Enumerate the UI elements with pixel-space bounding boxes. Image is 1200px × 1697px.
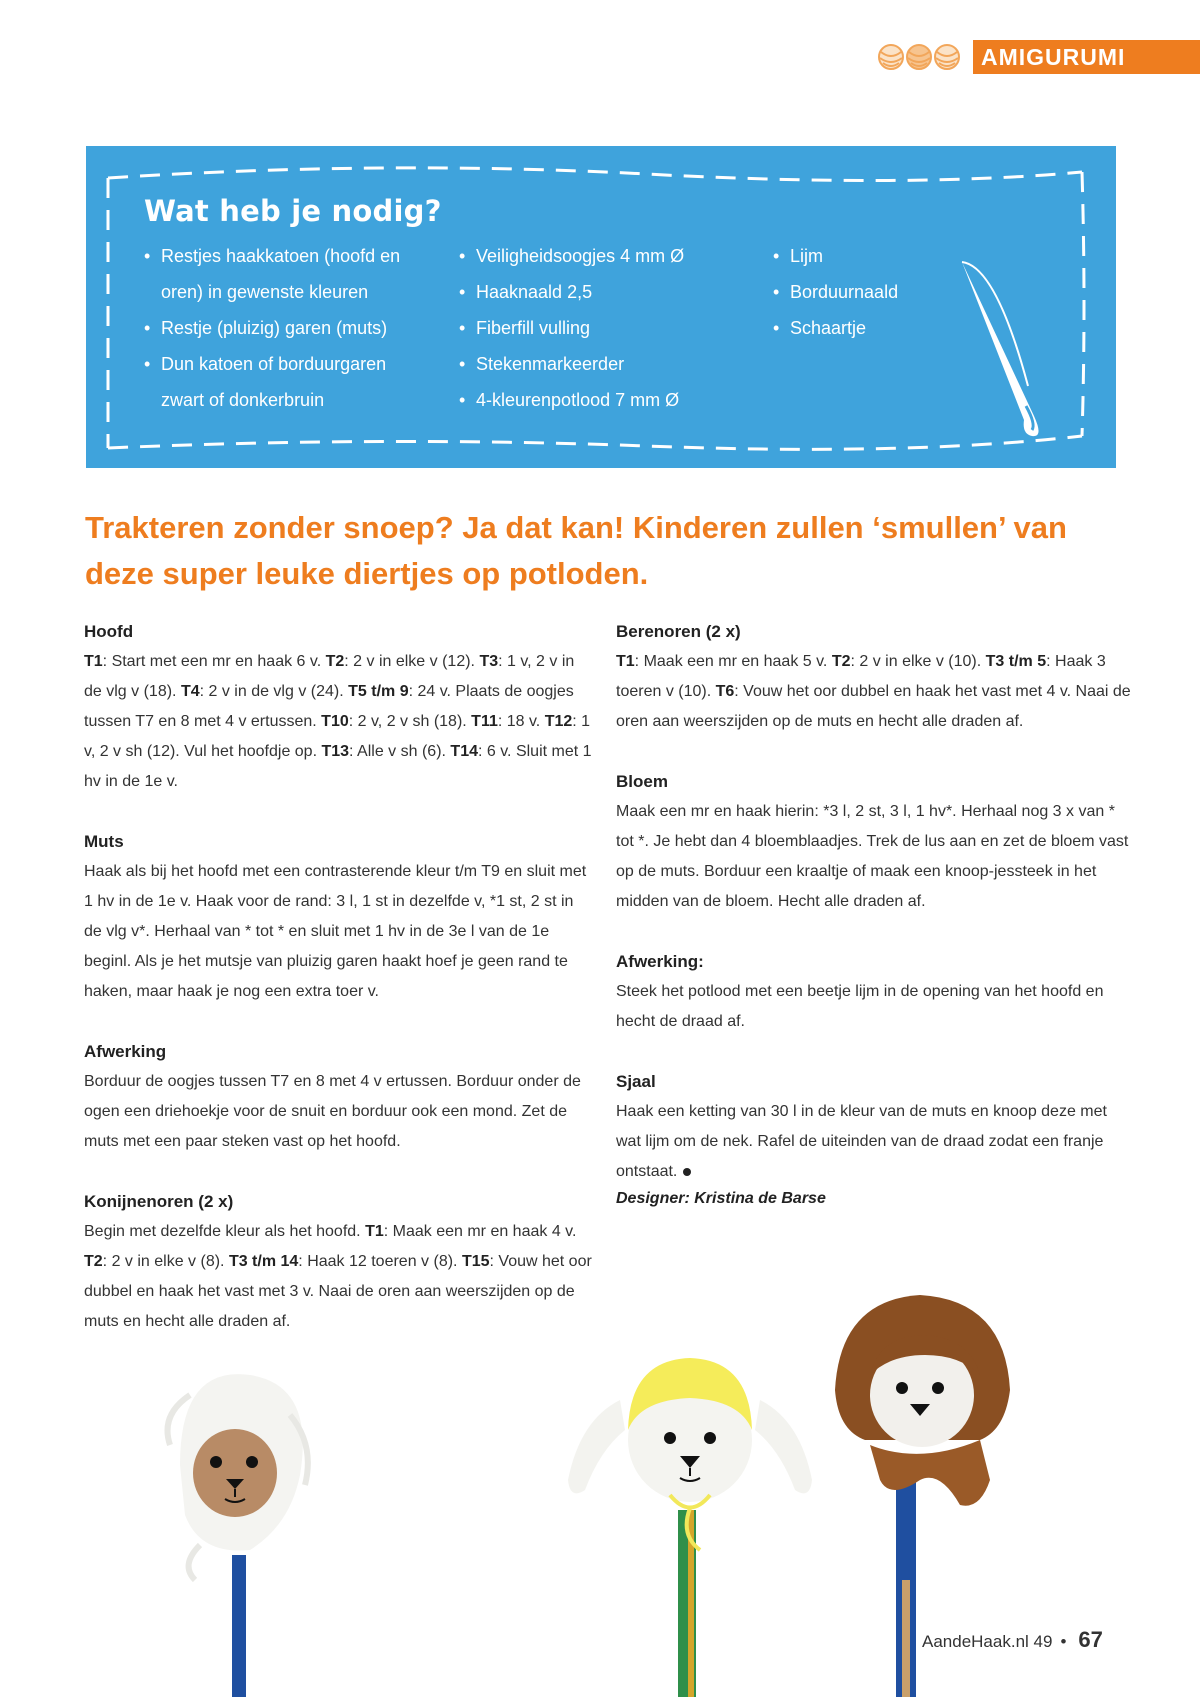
materials-list-1: [144, 238, 434, 418]
section-afwerking: [84, 1037, 594, 1157]
sheep-pencil-photo: [140, 1355, 320, 1697]
section-body: T1: Start met een mr en haak 6 v. T2: 2 v in elke v (12). T3: 1 v, 2 v in de vlg v (18). T4: 2 v in de vlg v (24). T5 t/m 9: 24 v. Plaats de oogjes tussen T7 en 8 met 4 v ertussen. T10: 2 v, 2 v sh (18). T11: 18 v. T12: 1 v, 2 v sh (12). Vul het hoofdje op. T13: Alle v sh (6). T14: 6 v. Sluit met 1 hv in de 1e v.: [84, 653, 592, 790]
section-bloem: [616, 767, 1136, 917]
materials-item: • Dun katoen of borduurgaren: [144, 346, 434, 382]
section-body: T1: Maak een mr en haak 5 v. T2: 2 v in elke v (10). T3 t/m 5: Haak 3 toeren v (10). T6: Vouw het oor dubbel en haak het vast met 4 v. Naai de oren aan weerszijden op de muts en hecht alle draden af.: [616, 653, 1131, 730]
section-body: Haak als bij het hoofd met een contrasterende kleur t/m T9 en sluit met 1 hv in de 1e v. Haak voor de rand: 3 l, 1 st in dezelfde v, *1 st, 2 st in de vlg v*. Herhaal van * tot * en sluit met 1 hv in de 3e l van de 1e beginl. Als je het mutsje van pluizig garen haakt hoef je geen rand te haken, maar haak je nog een extra toer v.: [84, 863, 587, 1000]
materials-item: • Lijm: [773, 238, 993, 274]
materials-item: • Restje (pluizig) garen (muts): [144, 310, 434, 346]
section-heading: Bloem: [616, 772, 668, 791]
materials-item: • Stekenmarkeerder: [459, 346, 749, 382]
page-footer: [922, 1627, 1103, 1653]
materials-item: • Fiberfill vulling: [459, 310, 749, 346]
section-heading: Konijnenoren (2 x): [84, 1192, 234, 1211]
right-column: [616, 617, 1136, 1211]
designer-credit: Designer: Kristina de Barse: [616, 1190, 826, 1207]
section-body: Maak een mr en haak hierin: *3 l, 2 st, 3 l, 1 hv*. Herhaal nog 3 x van * tot *. Je hebt dan 4 bloemblaadjes. Trek de lus aan en zet de bloem vast op de muts. Borduur een kraaltje of maak een knoop-jessteek in het midden van de bloem. Hecht alle draden af.: [616, 803, 1129, 910]
materials-item: • Restjes haakkatoen (hoofd en: [144, 238, 434, 274]
section-heading: Sjaal: [616, 1072, 656, 1091]
materials-title: Wat heb je nodig?: [144, 194, 442, 228]
section-hoofd: [84, 617, 594, 797]
section-heading: Afwerking: [84, 1042, 167, 1061]
materials-item-cont: zwart of donkerbruin: [161, 390, 325, 410]
materials-item: • Schaartje: [773, 310, 993, 346]
section-body: Begin met dezelfde kleur als het hoofd. T1: Maak een mr en haak 4 v. T2: 2 v in elke v (8). T3 t/m 14: Haak 12 toeren v (8). T15: Vouw het oor dubbel en haak het vast met 3 v. Naai de oren aan weerszijden op de muts en hecht alle draden af.: [84, 1223, 592, 1330]
materials-item: • Veiligheidsoogjes 4 mm Ø: [459, 238, 749, 274]
footer-separator: •: [1060, 1632, 1067, 1651]
bunny-pencil-photo: [560, 1330, 820, 1697]
materials-list-2: [459, 238, 749, 418]
page-number: 67: [1078, 1627, 1103, 1652]
section-afwerking-2: [616, 947, 1136, 1037]
section-konijnenoren: [84, 1187, 594, 1337]
section-label: AMIGURUMI: [973, 40, 1200, 74]
section-body: Steek het potlood met een beetje lijm in de opening van het hoofd en hecht de draad af.: [616, 983, 1104, 1030]
section-heading: Berenoren (2 x): [616, 622, 741, 641]
materials-item: • 4-kleurenpotlood 7 mm Ø: [459, 382, 749, 418]
yarn-balls-icon: [877, 42, 961, 72]
materials-item: • Borduurnaald: [773, 274, 993, 310]
section-berenoren: [616, 617, 1136, 737]
section-sjaal: [616, 1067, 1136, 1187]
needle-icon: [956, 256, 1056, 446]
section-heading: Muts: [84, 832, 124, 851]
left-column: [84, 617, 594, 1367]
end-mark-icon: [683, 1168, 691, 1176]
lead-text: Trakteren zonder snoep? Ja dat kan! Kinderen zullen ‘smullen’ van deze super leuke diertjes op potloden.: [85, 510, 1067, 591]
materials-item: • Haaknaald 2,5: [459, 274, 749, 310]
materials-item-cont: oren) in gewenste kleuren: [161, 282, 369, 302]
section-body: Haak een ketting van 30 l in de kleur van de muts en knoop deze met wat lijm om de nek. Rafel de uiteinden van de draad zodat een franje ontstaat.: [616, 1103, 1107, 1180]
section-heading: Hoofd: [84, 622, 134, 641]
section-muts: [84, 827, 594, 1007]
section-body: Borduur de oogjes tussen T7 en 8 met 4 v ertussen. Borduur onder de ogen een driehoekje voor de snuit en borduur ook een mond. Zet de muts met een paar steken vast op het hoofd.: [84, 1073, 581, 1150]
section-heading: Afwerking:: [616, 952, 704, 971]
magazine-issue: AandeHaak.nl 49: [922, 1632, 1053, 1651]
materials-box: [86, 146, 1116, 468]
